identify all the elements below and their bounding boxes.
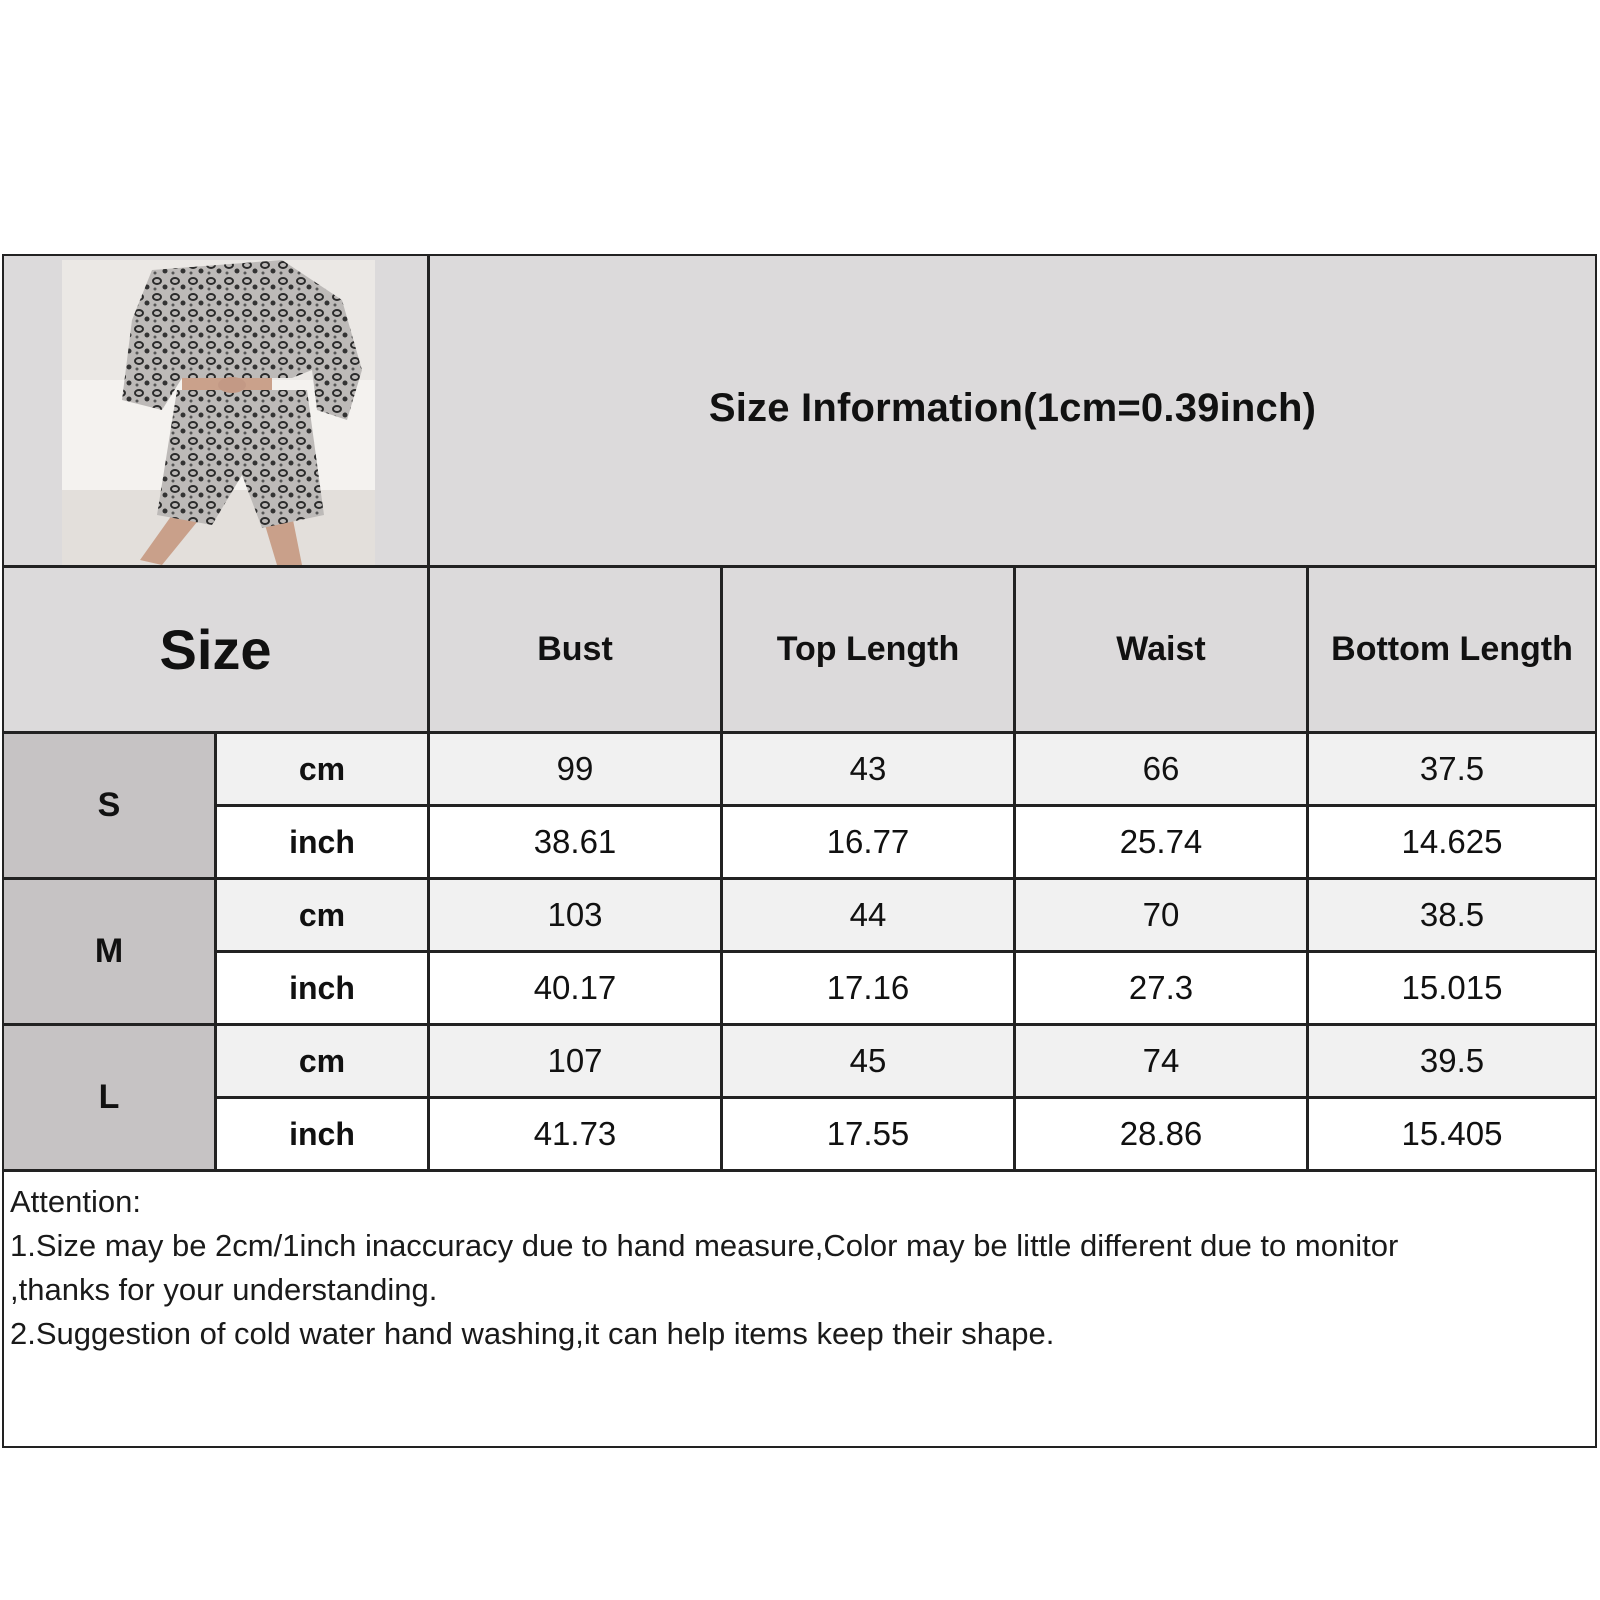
value-cell: 66 [1016,734,1309,804]
value-cell: 16.77 [723,807,1016,877]
value-cell: 38.5 [1419,896,1485,933]
size-header: Size [4,568,430,734]
unit-cell: inch [217,953,430,1023]
col-header-bottom-length: Bottom Length [1309,568,1595,734]
value-cell: 99 [430,734,723,804]
value-cell: 44 [723,880,1016,950]
product-photo-cell [4,256,430,568]
value-cell: 45 [723,1026,1016,1096]
attention-line: 2.Suggestion of cold water hand washing,it can help items keep their shape. [10,1316,1055,1351]
table-row [217,1099,1595,1172]
col-header-bust: Bust [430,568,723,734]
value-cell: 37.5 [1419,750,1485,787]
attention-heading: Attention: [10,1184,141,1219]
value-cell: 40.17 [430,953,723,1023]
value-cell: 39.5 [1419,1042,1485,1079]
value-cell: 41.73 [430,1099,723,1169]
size-label-l: L [4,1026,217,1172]
size-label-s: S [4,734,217,880]
value-cell: 17.16 [723,953,1016,1023]
value-cell: 28.86 [1016,1099,1309,1169]
unit-cell: cm [217,734,430,804]
unit-cell: inch [217,1099,430,1169]
value-cell: 17.55 [723,1099,1016,1169]
unit-cell: cm [217,1026,430,1096]
value-cell: 14.625 [1401,823,1503,860]
col-header-top-length: Top Length [723,568,1016,734]
product-photo [62,260,375,565]
value-cell: 27.3 [1016,953,1309,1023]
unit-cell: inch [217,807,430,877]
col-header-waist: Waist [1016,568,1309,734]
table-row [217,734,1595,807]
table-row [217,880,1595,953]
attention-line: 1.Size may be 2cm/1inch inaccuracy due to hand measure,Color may be little different due to monitor [10,1228,1399,1263]
value-cell: 38.61 [430,807,723,877]
value-cell: 43 [723,734,1016,804]
value-cell: 70 [1016,880,1309,950]
value-cell: 15.015 [1401,969,1503,1006]
unit-cell: cm [217,880,430,950]
value-cell: 25.74 [1016,807,1309,877]
value-cell: 74 [1016,1026,1309,1096]
value-cell: 107 [430,1026,723,1096]
table-row [217,807,1595,880]
chart-title: Size Information(1cm=0.39inch) [708,386,1317,430]
attention-line: ,thanks for your understanding. [10,1272,438,1307]
attention-note [10,1180,1575,1356]
size-label-m: M [4,880,217,1026]
value-cell: 15.405 [1401,1115,1503,1152]
size-chart [2,254,1597,1448]
title-cell [430,256,1595,568]
value-cell: 103 [430,880,723,950]
table-row [217,953,1595,1026]
table-row [217,1026,1595,1099]
